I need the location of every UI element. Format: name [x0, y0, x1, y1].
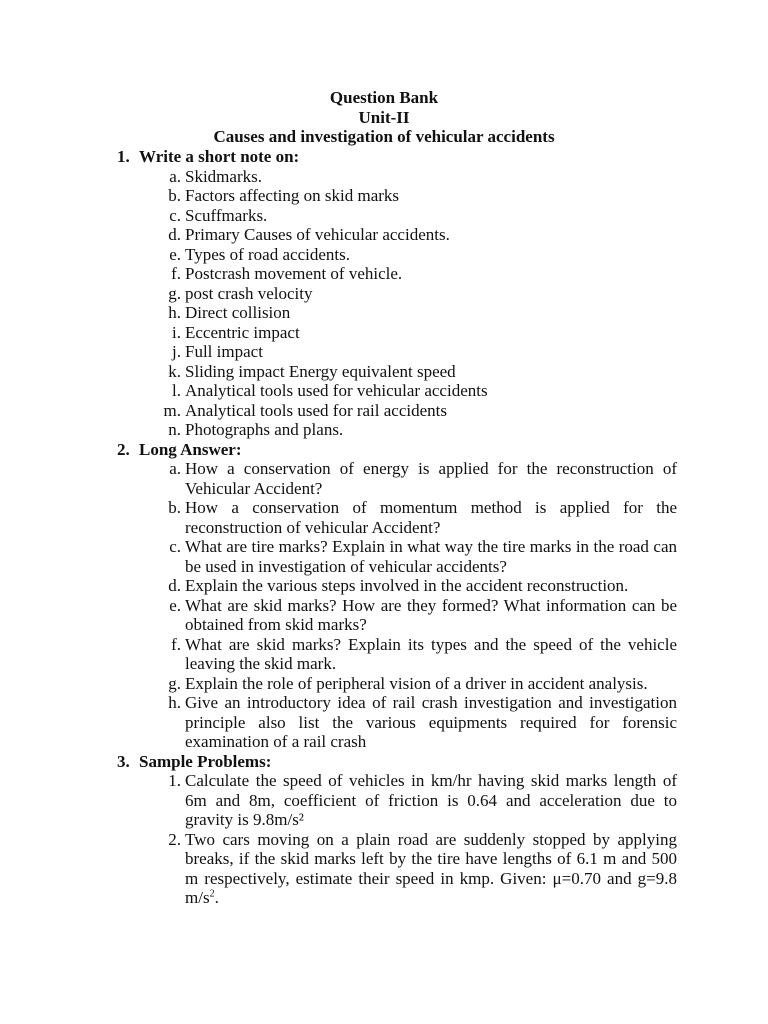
superscript: 2 — [209, 888, 215, 900]
item-text: Analytical tools used for vehicular accidents — [185, 381, 488, 400]
item-marker: i. — [172, 322, 181, 342]
list-item — [117, 420, 677, 440]
item-text: How a conservation of energy is applied for the reconstruction of Vehicular Accident? — [185, 459, 677, 498]
section-number: 3. — [117, 751, 130, 771]
list-item — [117, 342, 677, 362]
item-text: Postcrash movement of vehicle. — [185, 264, 403, 283]
list-item — [117, 323, 677, 343]
item-text: Explain the various steps involved in the accident reconstruction. — [185, 576, 629, 595]
sample-problems-list — [117, 771, 677, 908]
list-item — [117, 401, 677, 421]
list-item — [117, 264, 677, 284]
item-marker: d. — [168, 576, 181, 595]
item-text: Factors affecting on skid marks — [185, 186, 400, 205]
item-text: How a conservation of momentum method is applied for the reconstruction of vehicular Accident? — [185, 498, 677, 537]
list-item — [117, 596, 677, 635]
header-unit: Unit-II — [358, 107, 410, 127]
list-item — [117, 693, 677, 752]
section-3-title — [117, 752, 677, 772]
list-item — [117, 674, 677, 694]
list-item — [117, 167, 677, 187]
header-subject: Causes and investigation of vehicular accidents — [213, 127, 555, 146]
list-item — [117, 225, 677, 245]
item-text: Analytical tools used for rail accidents — [185, 400, 447, 420]
list-item — [117, 771, 677, 830]
section-1-title — [117, 147, 677, 167]
section-title-text: Long Answer: — [139, 439, 242, 459]
list-item — [117, 245, 677, 265]
item-text: Explain the role of peripheral vision of a driver in accident analysis. — [185, 673, 648, 693]
list-item — [117, 381, 677, 401]
item-marker: c. — [169, 537, 181, 556]
item-marker: b. — [168, 186, 181, 205]
item-text: Direct collision — [185, 303, 291, 322]
section-title-text: Sample Problems: — [139, 751, 272, 771]
list-item — [117, 498, 677, 537]
item-text: Eccentric impact — [185, 322, 300, 342]
section-2-title — [117, 440, 677, 460]
item-text: What are skid marks? How are they formed? What information can be obtained from skid marks? — [185, 595, 677, 634]
header-title: Question Bank — [329, 88, 439, 107]
item-text: Types of road accidents. — [185, 244, 350, 264]
item-marker: f. — [171, 264, 181, 283]
item-marker: h. — [168, 693, 181, 712]
list-item — [117, 206, 677, 226]
item-text: Scuffmarks. — [185, 205, 268, 225]
short-note-list — [117, 167, 677, 440]
section-title-text: Write a short note on: — [139, 147, 300, 166]
item-marker: d. — [168, 225, 181, 244]
list-item — [117, 830, 677, 908]
item-marker: l. — [172, 381, 181, 400]
item-text-end: . — [214, 888, 219, 907]
item-marker: g. — [168, 283, 181, 303]
list-item — [117, 537, 677, 576]
item-marker: a. — [169, 166, 181, 186]
item-marker: b. — [168, 498, 181, 517]
item-text: What are skid marks? Explain its types and the speed of the vehicle leaving the skid mark. — [185, 634, 677, 673]
item-text: Give an introductory idea of rail crash investigation and investigation principle also list the various equipments required for forensic examination of a rail crash — [185, 693, 677, 751]
item-marker: 2. — [168, 829, 181, 849]
item-marker: e. — [169, 244, 181, 264]
list-item — [117, 576, 677, 596]
item-marker: e. — [169, 595, 181, 615]
item-text: Skidmarks. — [185, 166, 262, 186]
question-content — [117, 147, 677, 908]
item-marker: j. — [172, 342, 181, 361]
list-item — [117, 284, 677, 304]
item-marker: f. — [171, 634, 181, 654]
list-item — [117, 635, 677, 674]
item-text: Two cars moving on a plain road are suddenly stopped by applying breaks, if the skid marks left by the tire have lengths of 6.1 m and 500 m respectively, estimate their speed in kmp. Given: μ=0.70 and g=9.8 m/s — [185, 829, 677, 907]
item-text: Photographs and plans. — [185, 420, 344, 439]
item-marker: k. — [168, 361, 181, 381]
item-marker: m. — [163, 400, 181, 420]
item-text: Calculate the speed of vehicles in km/hr having skid marks length of 6m and 8m, coefficient of friction is 0.64 and acceleration due to gravity is 9.8m/s² — [185, 771, 677, 829]
item-marker: g. — [168, 673, 181, 693]
item-marker: a. — [169, 459, 181, 478]
item-marker: c. — [169, 205, 181, 225]
item-marker: h. — [168, 303, 181, 322]
item-marker: 1. — [168, 771, 181, 790]
item-text: Sliding impact Energy equivalent speed — [185, 361, 456, 381]
list-item — [117, 186, 677, 206]
item-marker: n. — [168, 420, 181, 439]
list-item — [117, 303, 677, 323]
section-number: 2. — [117, 439, 130, 459]
list-item — [117, 362, 677, 382]
section-number: 1. — [117, 147, 130, 166]
item-text: Full impact — [185, 342, 263, 361]
item-text: Primary Causes of vehicular accidents. — [185, 225, 450, 244]
item-text: What are tire marks? Explain in what way the tire marks in the road can be used in investigation of vehicular accidents? — [185, 537, 677, 576]
list-item — [117, 459, 677, 498]
item-text: post crash velocity — [185, 283, 313, 303]
long-answer-list — [117, 459, 677, 752]
document-header — [0, 88, 768, 147]
